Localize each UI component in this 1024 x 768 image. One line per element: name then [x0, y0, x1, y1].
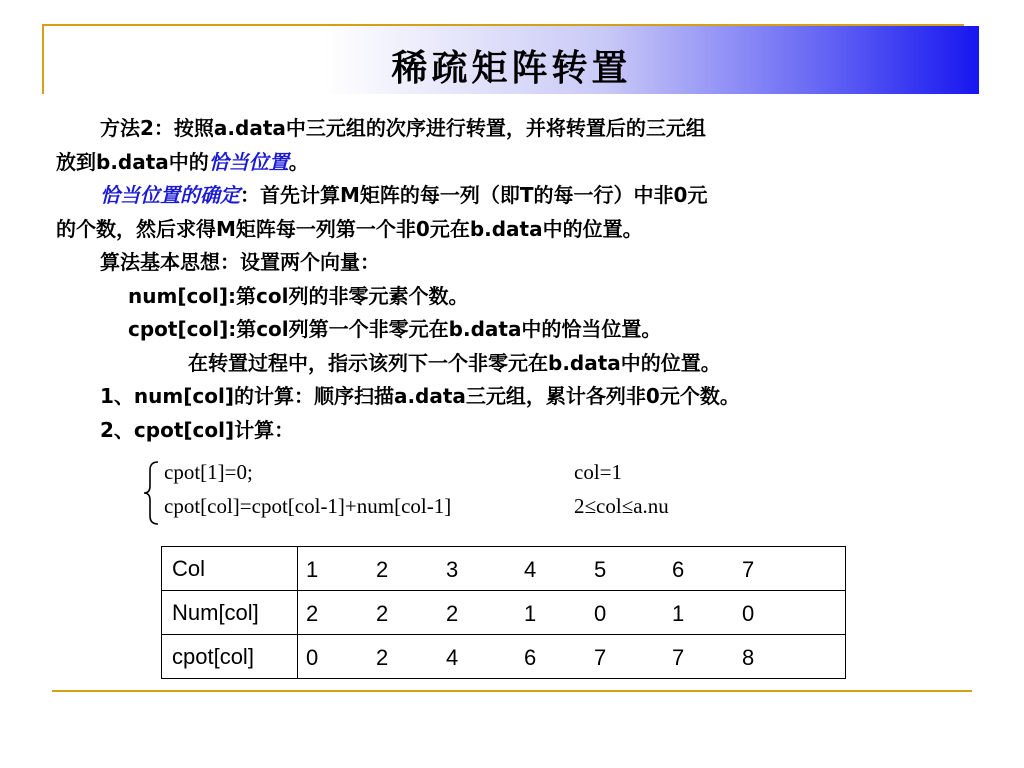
step2-line: 2、cpot[col]计算：	[100, 417, 295, 442]
formula-row1: cpot[1]=0;	[164, 460, 253, 484]
table-cell-value: 0	[594, 601, 607, 626]
cpot-definition-cont: 在转置过程中，指示该列下一个非零元在b.data中的位置。	[188, 350, 721, 375]
table-cell-value: 2	[376, 601, 389, 626]
table-row-header: Col	[162, 547, 298, 591]
table-cell-value: 4	[524, 557, 537, 582]
bottom-rule	[52, 690, 972, 692]
table-cell-value: 5	[594, 557, 607, 582]
table-row-values	[298, 547, 846, 591]
para1-end: 。	[288, 149, 309, 174]
table-row-values	[298, 591, 846, 635]
table-row-header: cpot[col]	[162, 635, 298, 679]
slide-title: 稀疏矩阵转置	[391, 47, 632, 89]
formula-cond2: 2≤col≤a.nu	[574, 494, 669, 518]
table-cell-value: 0	[306, 645, 319, 670]
para3-line: 算法基本思想：设置两个向量：	[100, 250, 380, 274]
para2-text: ：首先计算M矩阵的每一列（即T的每一行）中非0元	[240, 183, 708, 207]
num-definition: num[col]:第col列的非零元素个数。	[128, 283, 469, 308]
cpot-definition: cpot[col]:第col列第一个非零元在b.data中的恰当位置。	[128, 317, 662, 341]
table-cell-value: 1	[524, 601, 537, 626]
table-cell-value: 2	[306, 601, 319, 626]
para1-text: 放到b.data中的	[56, 149, 209, 174]
cpot-formula	[142, 458, 742, 528]
left-brace-icon	[142, 460, 160, 526]
table-row-values	[298, 635, 846, 679]
table-cell-value: 7	[742, 557, 755, 582]
table-cell-value: 4	[446, 645, 459, 670]
table-row	[162, 591, 846, 635]
table-cell-value: 7	[594, 645, 607, 670]
slide-content	[56, 112, 956, 447]
table-cell-value: 6	[524, 645, 537, 670]
formula-cond1: col=1	[574, 460, 622, 484]
table-cell-value: 3	[446, 557, 459, 582]
para2-line1	[56, 179, 956, 213]
table-cell-value: 2	[376, 645, 389, 670]
para1-emphasis: 恰当位置	[208, 149, 289, 174]
table-cell-value: 2	[376, 557, 389, 582]
table-row	[162, 635, 846, 679]
table-cell-value: 1	[306, 557, 319, 582]
step1-line: 1、num[col]的计算：顺序扫描a.data三元组，累计各列非0元个数。	[100, 384, 740, 408]
para1-line1: 方法2：按照a.data中三元组的次序进行转置，并将转置后的三元组	[100, 116, 706, 140]
para2-emphasis: 恰当位置的确定	[100, 183, 240, 207]
para2-line2: 的个数，然后求得M矩阵每一列第一个非0元在b.data中的位置。	[56, 216, 643, 241]
table-cell-value: 0	[742, 601, 755, 626]
para1-line2	[56, 146, 956, 180]
table-cell-value: 1	[672, 601, 685, 626]
cpot-table	[161, 546, 846, 679]
table-row	[162, 547, 846, 591]
table-cell-value: 8	[742, 645, 755, 670]
title-bar	[42, 26, 979, 94]
table-cell-value: 6	[672, 557, 685, 582]
formula-row2: cpot[col]=cpot[col-1]+num[col-1]	[164, 494, 452, 518]
table-cell-value: 7	[672, 645, 685, 670]
table-cell-value: 2	[446, 601, 459, 626]
table-row-header: Num[col]	[162, 591, 298, 635]
